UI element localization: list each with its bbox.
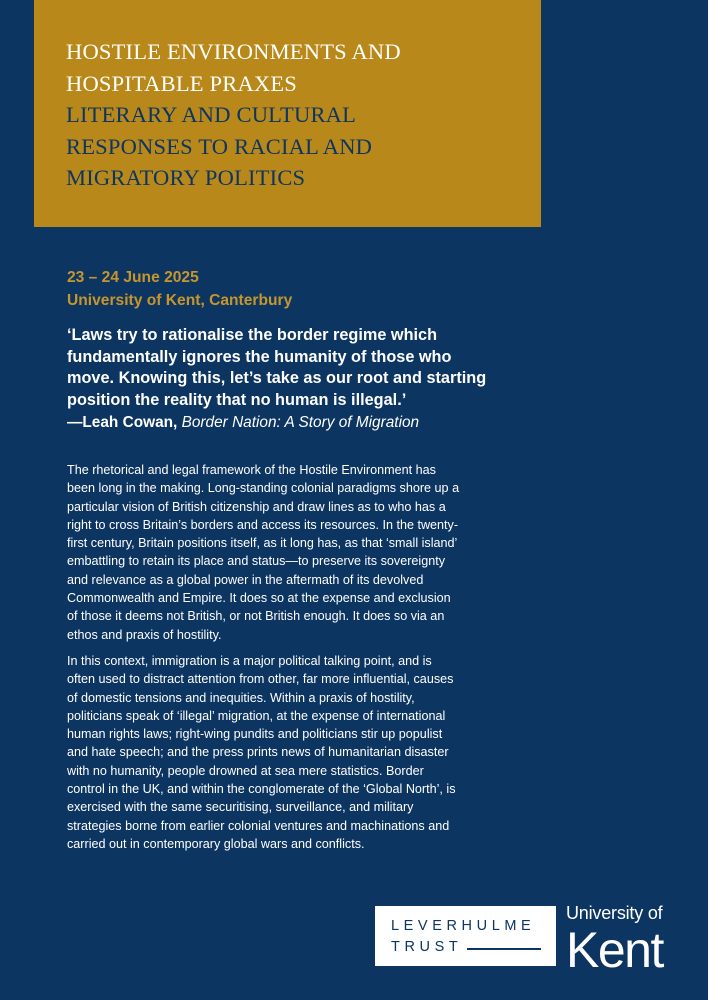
body-line: human rights laws; right-wing pundits and politicians stir up populist	[67, 727, 443, 742]
kent-logo-top: University of	[566, 903, 663, 923]
trust-wordmark: TRUST	[391, 939, 463, 955]
body-line: ethos and praxis of hostility.	[67, 627, 222, 642]
body-paragraph-2	[67, 652, 537, 853]
title-line: HOSPITABLE PRAXES	[66, 70, 298, 96]
body-line: strategies borne from earlier colonial ventures and machinations and	[67, 818, 450, 833]
kent-logo-wordmark: Kent	[566, 922, 663, 978]
body-line: The rhetorical and legal framework of the Hostile Environment has	[67, 463, 436, 477]
body-paragraph-1	[67, 461, 537, 644]
event-dates: 23 – 24 June 2025	[67, 269, 199, 286]
quote-line: move. Knowing this, let’s take as our root and starting	[67, 369, 487, 388]
body-line: with no humanity, people drowned at sea mere statistics. Border	[67, 763, 424, 778]
body-line: In this context, immigration is a major political talking point, and is	[67, 653, 432, 668]
body-line: of those it deems not British, or not British enough. It does so via an	[67, 609, 445, 624]
body-line: carried out in contemporary global wars and conflicts.	[67, 836, 365, 851]
leverhulme-trust-logo	[375, 906, 556, 966]
event-info	[67, 266, 292, 312]
leverhulme-wordmark: LEVERHULME	[391, 918, 536, 934]
quote-line: ‘Laws try to rationalise the border regime which	[67, 326, 438, 344]
body-line: politicians speak of ‘illegal’ migration, at the expense of international	[67, 708, 446, 723]
body-text	[67, 461, 537, 861]
university-of-kent-logo	[566, 903, 663, 978]
quote-line: fundamentally ignores the humanity of those who	[67, 347, 452, 366]
body-line: right to cross Britain’s borders and access its resources. In the twenty-	[67, 517, 459, 532]
subtitle-line: MIGRATORY POLITICS	[66, 165, 306, 190]
epigraph-quote	[67, 325, 547, 412]
body-line: exercised with the same securitising, surveillance, and military	[67, 800, 414, 815]
body-line: of domestic tensions and inequities. Within a praxis of hostility,	[67, 690, 415, 705]
title-banner	[34, 0, 541, 227]
body-line: and hate speech; and the press prints news of humanitarian disaster	[67, 745, 449, 760]
body-line: control in the UK, and within the conglomerate of the ‘Global North’, is	[67, 782, 456, 797]
subtitle-line: RESPONSES TO RACIAL AND	[66, 133, 373, 159]
quote-attribution	[67, 414, 419, 432]
logo-divider	[467, 948, 541, 950]
body-line: embattling to retain its place and status—to preserve its sovereignty	[67, 554, 446, 569]
body-line: been long in the making. Long-standing colonial paradigms shore up a	[67, 481, 460, 496]
body-line: often used to distract attention from other, far more influential, causes	[67, 672, 454, 687]
attribution-author: —Leah Cowan,	[67, 414, 178, 431]
event-venue: University of Kent, Canterbury	[67, 292, 293, 309]
title-line: HOSTILE ENVIRONMENTS AND	[66, 39, 401, 64]
body-line: and relevance as a global power in the aftermath of its devolved	[67, 572, 424, 587]
subtitle-line: LITERARY AND CULTURAL	[66, 102, 357, 127]
body-line: particular vision of British citizenship and draw lines as to who has a	[67, 499, 446, 514]
quote-line: position the reality that no human is illegal.’	[67, 391, 407, 410]
attribution-book-title: Border Nation: A Story of Migration	[181, 414, 420, 431]
body-line: first century, Britain positions itself, as it long has, as that ‘small island’	[67, 536, 458, 551]
body-line: Commonwealth and Empire. It does so at the expense and exclusion	[67, 591, 451, 606]
